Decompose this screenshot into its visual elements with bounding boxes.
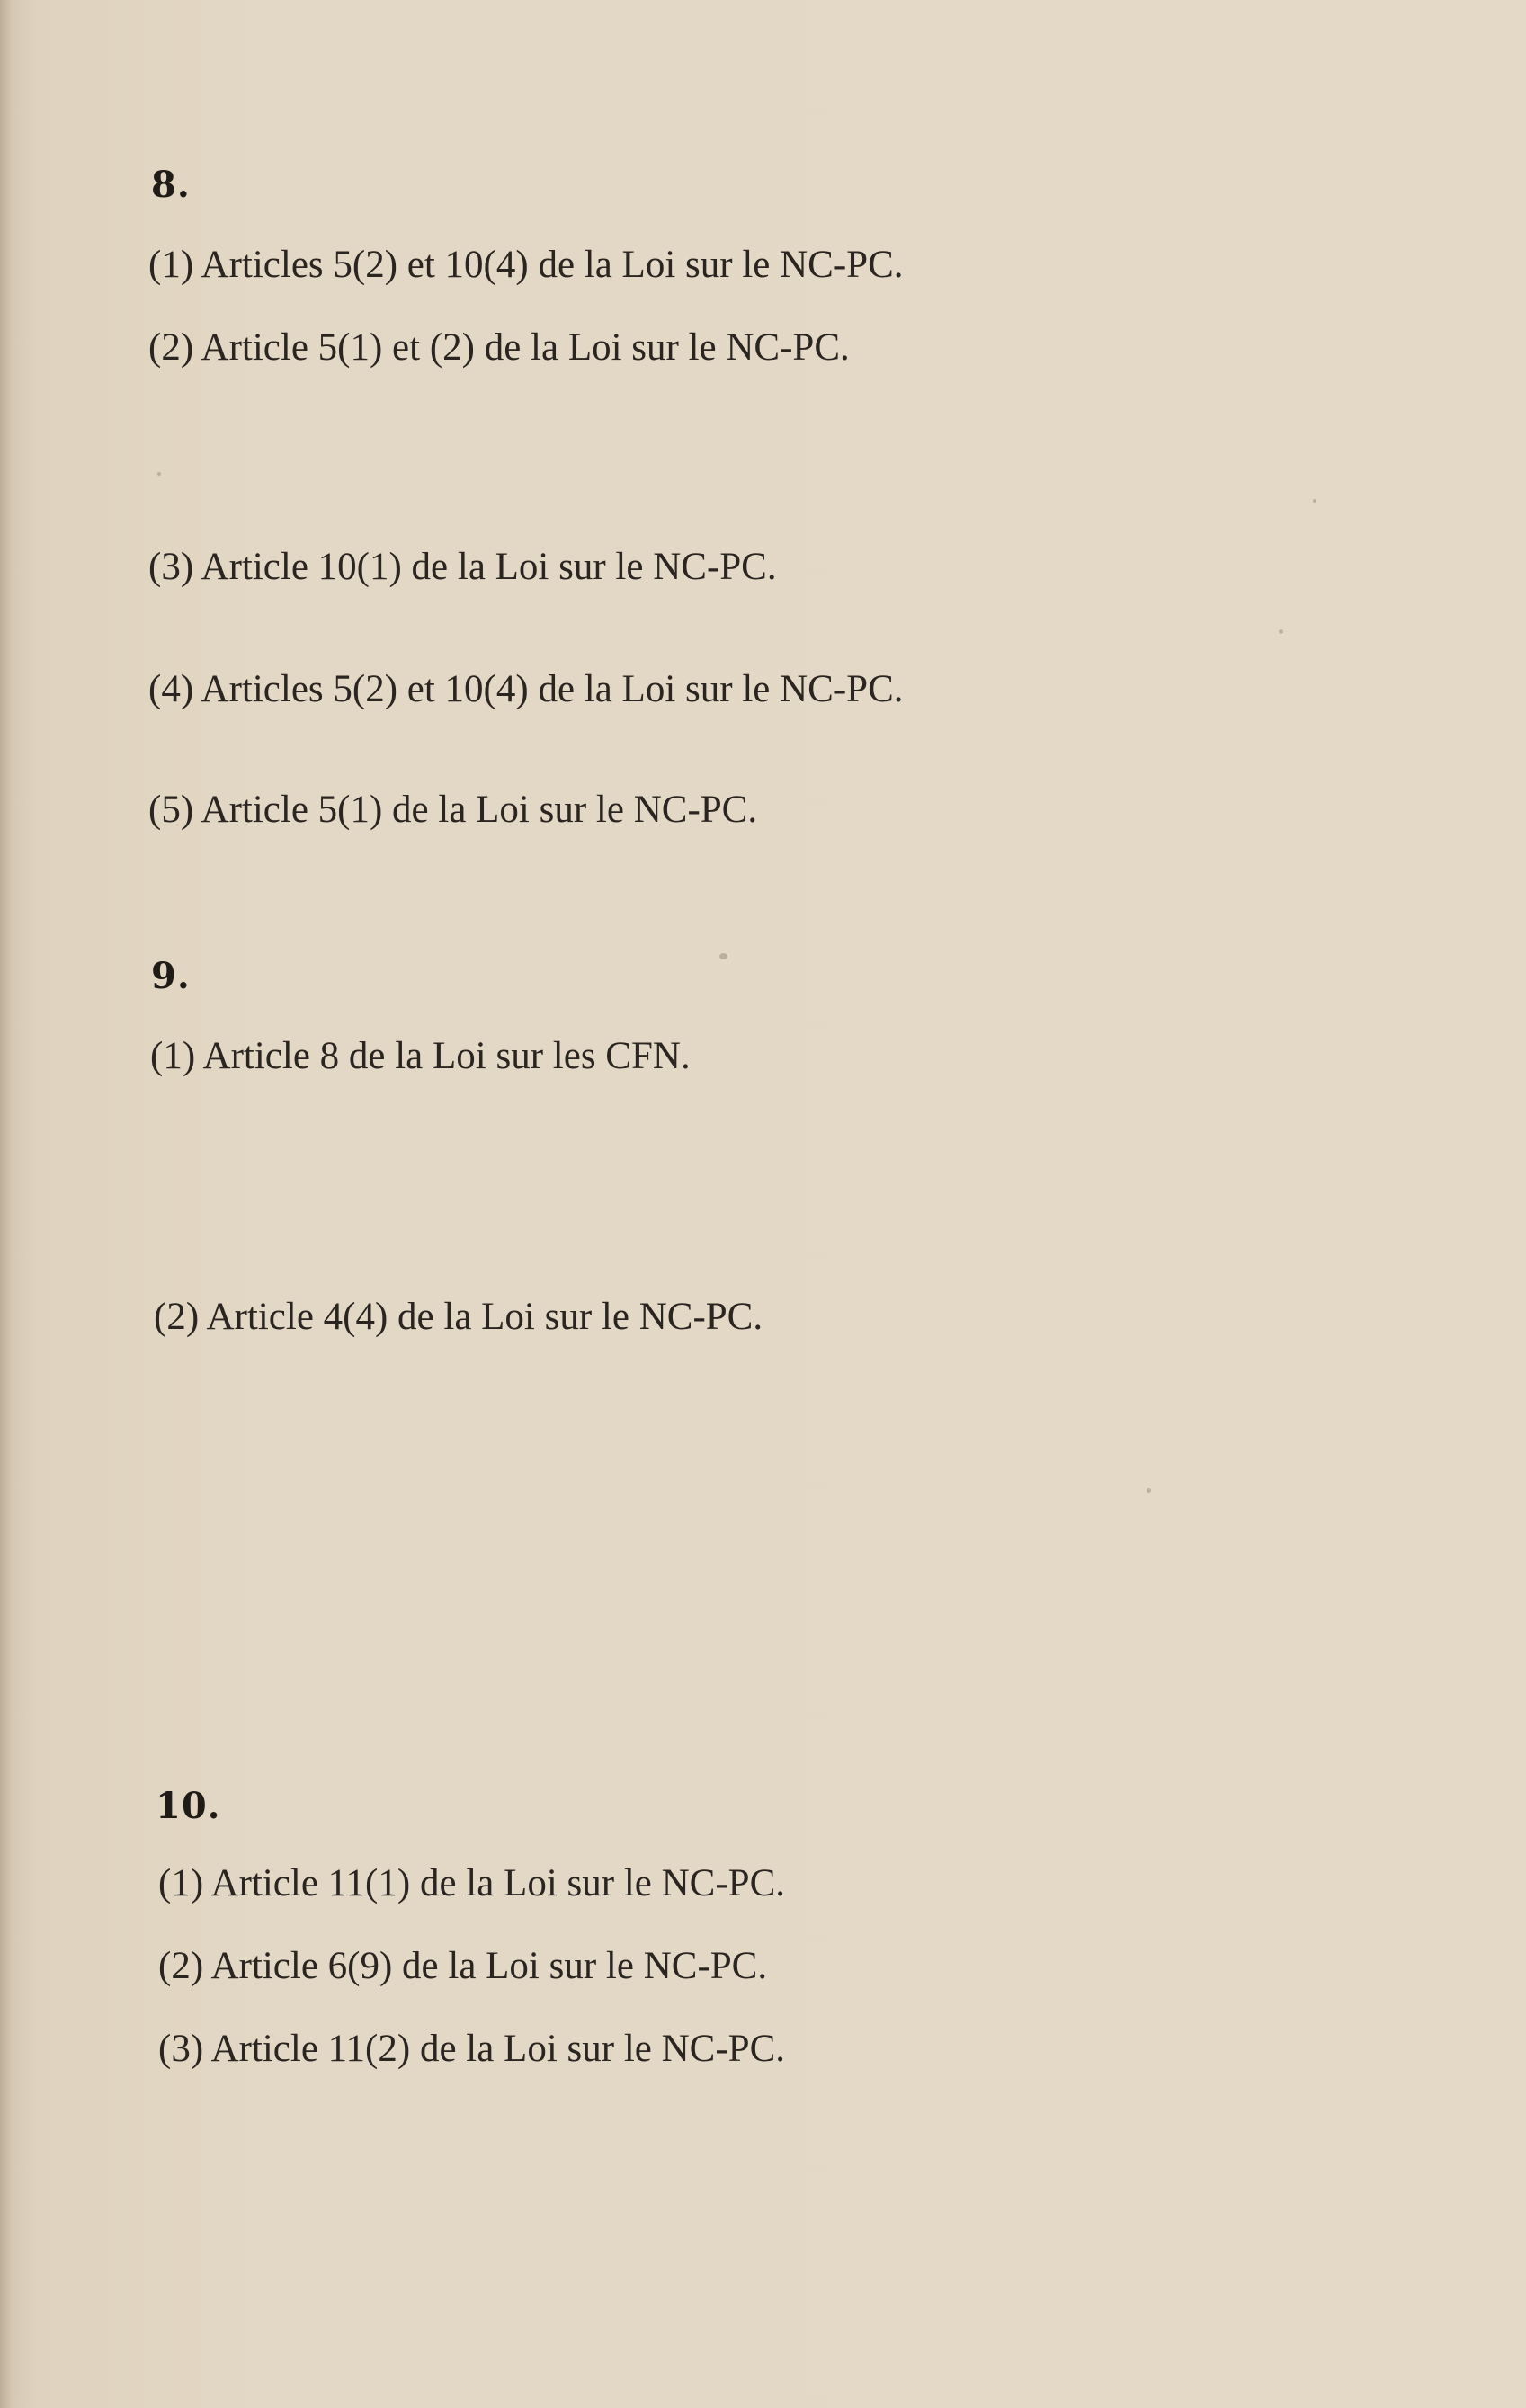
section-8-item-1: (1) Articles 5(2) et 10(4) de la Loi sur le NC-PC. bbox=[148, 244, 904, 286]
paper-speck bbox=[1279, 629, 1283, 634]
section-10-item-1: (1) Article 11(1) de la Loi sur le NC-PC. bbox=[158, 1862, 786, 1904]
section-8-item-2: (2) Article 5(1) et (2) de la Loi sur le NC-PC. bbox=[148, 326, 850, 369]
paper-speck bbox=[719, 953, 727, 959]
section-10-item-2: (2) Article 6(9) de la Loi sur le NC-PC. bbox=[158, 1945, 768, 1987]
section-8-item-5: (5) Article 5(1) de la Loi sur le NC-PC. bbox=[148, 789, 758, 831]
section-10-item-3: (3) Article 11(2) de la Loi sur le NC-PC. bbox=[158, 2028, 786, 2070]
section-number-9: 9. bbox=[151, 955, 191, 997]
section-9-item-2: (2) Article 4(4) de la Loi sur le NC-PC. bbox=[154, 1296, 763, 1338]
section-8-item-4: (4) Articles 5(2) et 10(4) de la Loi sur le NC-PC. bbox=[148, 668, 904, 710]
section-number-10: 10. bbox=[156, 1785, 221, 1827]
paper-speck bbox=[1313, 499, 1316, 503]
section-9-item-1: (1) Article 8 de la Loi sur les CFN. bbox=[150, 1035, 691, 1077]
paper-speck bbox=[157, 472, 161, 476]
section-8-item-3: (3) Article 10(1) de la Loi sur le NC-PC. bbox=[148, 546, 777, 588]
section-number-8: 8. bbox=[151, 164, 191, 206]
paper-speck bbox=[1147, 1488, 1151, 1493]
